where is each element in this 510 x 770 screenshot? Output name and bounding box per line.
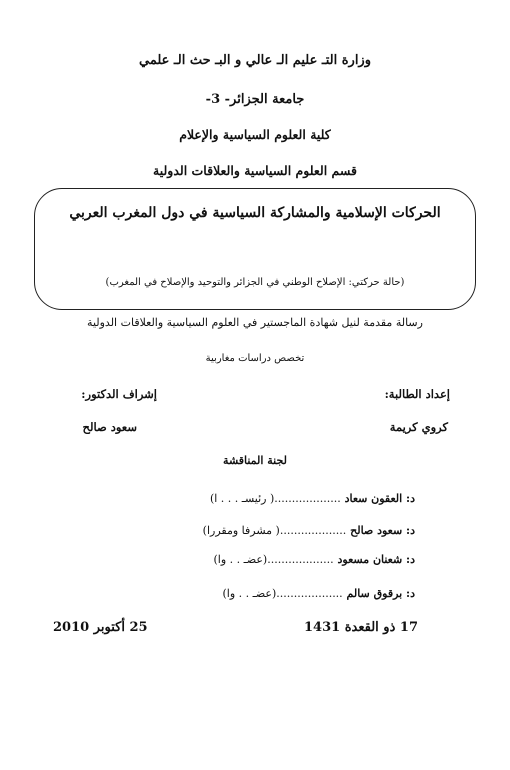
committee-member-name: د: العقون سعاد	[344, 492, 415, 505]
hijri-date: 17 ذو القعدة 1431	[304, 620, 418, 635]
committee-member	[203, 524, 415, 537]
committee-member	[210, 492, 415, 505]
committee-member-role: ...................(عضـ . . وا)	[222, 587, 343, 600]
committee-member-name: د: سعود صالح	[350, 524, 415, 537]
committee-member-name: د: برقوق سالم	[346, 587, 415, 600]
committee-member-role: ...................( مشرفا ومقررا)	[202, 524, 347, 537]
thesis-subtitle: (حالة حركتي: الإصلاح الوطني في الجزائر والتوحيد والإصلاح في المغرب)	[105, 277, 405, 288]
committee-member	[222, 587, 415, 600]
gregorian-date: 25 أكتوبر 2010	[53, 620, 148, 635]
student-name: كروي كريمة	[389, 420, 448, 434]
thesis-title-box	[34, 188, 476, 310]
committee-title: لجنة المناقشة	[223, 454, 287, 467]
thesis-degree-note: رسالة مقدمة لنيل شهادة الماجستير في العلوم السياسية والعلاقات الدولية	[87, 316, 423, 329]
department-name: قسم العلوم السياسية والعلاقات الدولية	[153, 163, 357, 178]
supervisor-name: سعود صالح	[82, 420, 137, 434]
thesis-title: الحركات الإسلامية والمشاركة السياسية في دول المغرب العربي	[69, 205, 441, 221]
committee-member-role: ...................( رئيسـ . . . ا)	[209, 492, 341, 505]
committee-member-role: ...................(عضـ . . وا)	[213, 553, 334, 566]
ministry-name: وزارة التـ عليم الـ عالي و البـ حث الـ علمي	[138, 53, 371, 68]
prepared-by-label: إعداد الطالبة:	[384, 387, 450, 401]
supervisor-label: إشراف الدكتور:	[81, 387, 157, 401]
committee-member-name: د: شعنان مسعود	[337, 553, 415, 566]
university-name: جامعة الجزائر- 3-	[205, 92, 305, 107]
committee-member	[213, 553, 415, 566]
specialization: تخصص دراسات مغاربية	[205, 353, 305, 364]
faculty-name: كلية العلوم السياسية والإعلام	[179, 127, 331, 142]
